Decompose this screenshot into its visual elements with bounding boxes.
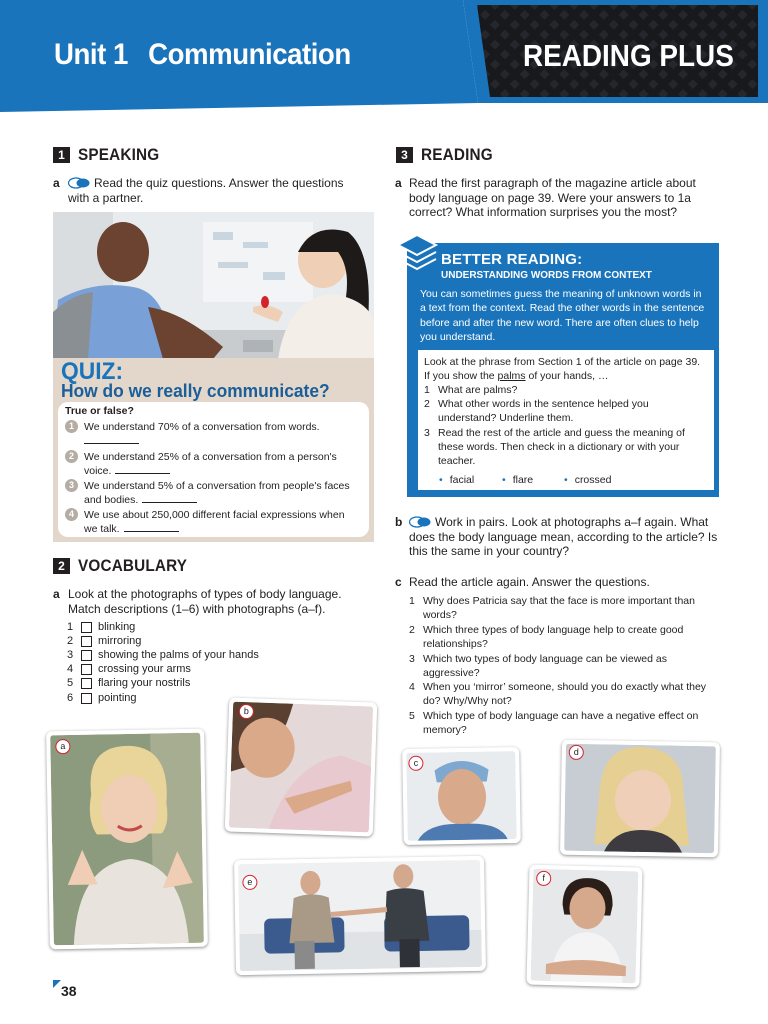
photo-e [234,856,486,975]
quiz-item-text: We understand 25% of a conversation from a person's voice. [84,451,337,477]
book-stack-icon [394,233,440,273]
section-number: 2 [53,558,70,574]
quiz-item-number: 4 [65,508,78,521]
task-item-text: Read the rest of the article and guess the meaning of these words. Then check in a dictionary or with your teacher. [438,427,685,468]
photo-a [46,729,208,950]
bullet-icon: • [439,474,443,486]
vocab-text: pointing [98,692,137,704]
word-option [564,474,611,486]
question-item [409,623,709,652]
task-item-number: 2 [424,398,430,410]
quiz-questions [58,402,369,537]
true-false-prompt: True or false? [65,405,134,417]
pair-work-icon [68,177,90,189]
photo-label-a: a [55,739,70,754]
quote-pre: If you show the [424,370,498,382]
question-text: Which three types of body language help to create good relationships? [423,624,684,651]
quiz-subtitle: How do we really communicate? [61,380,330,401]
question-text: Why does Patricia say that the face is more important than words? [423,595,695,622]
answer-checkbox[interactable] [81,636,92,647]
question-text: When you ‘mirror’ someone, should you do exactly what they do? Why/Why not? [423,681,707,708]
vocab-text: blinking [98,621,136,633]
quiz-item [65,508,355,536]
item-label: a [53,587,60,601]
speaking-a [53,176,368,205]
question-number: 1 [409,595,415,607]
vocab-item [67,691,137,705]
photo-e-image [238,860,482,971]
vocab-text: crossing your arms [98,663,191,675]
question-item [409,709,709,738]
question-text: Which type of body language can have a negative effect on memory? [423,710,699,737]
reading-heading [396,145,501,165]
quote-post: of your hands, … [525,370,609,382]
unit-title [54,38,351,72]
answer-checkbox[interactable] [81,650,92,661]
item-label: a [395,176,402,190]
word-option-text: crossed [574,474,612,486]
question-number: 5 [409,710,415,722]
section-title-reading: READING [421,145,493,164]
vocab-item [67,648,259,662]
page-corner-icon [53,980,61,988]
vocab-number: 6 [67,692,74,704]
reading-b-text: Work in pairs. Look at photographs a–f again. What does the body language mean, according to the article? Is this the same in your country? [409,515,718,558]
answer-blank[interactable] [115,464,170,474]
vocab-item [67,676,190,690]
reading-c-text: Read the article again. Answer the questions. [409,575,650,589]
section-number: 1 [53,147,70,163]
quiz-item-text: We understand 5% of a conversation from people's faces and bodies. [84,480,350,506]
speaking-a-text: Read the quiz questions. Answer the questions with a partner. [68,176,344,205]
task-intro: Look at the phrase from Section 1 of the article on page 39. [424,356,701,368]
vocab-number: 1 [67,621,74,633]
quiz-title: QUIZ: [61,358,124,385]
photo-label-b: b [239,704,255,720]
quiz-panel [53,358,374,542]
page-header [0,0,768,112]
photo-b [225,697,378,836]
quiz-item-number: 2 [65,450,78,463]
word-option-text: flare [512,474,534,486]
answer-blank[interactable] [142,493,197,503]
photo-a-image [50,733,204,946]
pair-work-icon [409,516,431,528]
photo-label-d: d [569,745,584,760]
question-item [409,652,699,681]
better-reading-title: BETTER READING: [441,251,583,268]
better-reading-task [418,350,714,490]
reading-b [395,515,721,559]
task-item [424,383,709,397]
answer-blank[interactable] [124,522,179,532]
photo-label-c: c [408,756,423,771]
answer-checkbox[interactable] [81,693,92,704]
bullet-icon: • [502,474,506,486]
word-option-text: facial [449,474,475,486]
section-number: 3 [396,147,413,163]
vocab-text: flaring your nostrils [98,677,191,689]
photo-f-image [531,869,639,984]
question-number: 2 [409,624,415,636]
quiz-item [65,420,355,448]
photo-label-e: e [242,875,257,890]
answer-checkbox[interactable] [81,622,92,633]
task-item-text: What other words in the sentence helped you understand? Underline them. [438,398,649,425]
question-item [409,680,719,709]
better-reading-subtitle: UNDERSTANDING WORDS FROM CONTEXT [441,270,652,281]
word-option [502,474,533,486]
quiz-item [65,479,355,507]
photo-d [560,740,720,858]
quiz-item-number: 3 [65,479,78,492]
reading-a-text: Read the first paragraph of the magazine article about body language on page 39. Were your answers to 1a correct? What information surprises you the most? [409,176,696,219]
section-title-speaking: SPEAKING [78,145,160,164]
vocabulary-heading [53,556,199,576]
section-title-vocabulary: VOCABULARY [78,556,188,575]
vocab-text: showing the palms of your hands [98,649,259,661]
vocab-item [67,662,191,676]
better-reading-text: You can sometimes guess the meaning of unknown words in a text from the context. Read the other words in the sentence before and after the new word. There are often clues to help you understand. [420,288,705,343]
photo-b-image [229,702,373,833]
conversation-photo [53,212,374,359]
quiz-item [65,450,355,478]
vocab-number: 3 [67,649,74,661]
unit-number: Unit 1 [54,38,128,71]
reading-a [395,176,721,220]
task-item [424,426,704,469]
word-option [439,474,474,486]
better-reading-panel [407,243,719,497]
question-text: Which two types of body language can be viewed as aggressive? [423,653,667,680]
answer-checkbox[interactable] [81,664,92,675]
quiz-item-text: We understand 70% of a conversation from words. [84,421,320,433]
reading-c [395,575,721,590]
question-item [409,594,714,623]
task-quote [424,369,714,383]
task-item-text: What are palms? [438,384,518,396]
vocabulary-a-text: Look at the photographs of types of body language. Match descriptions (1–6) with photographs (a–f). [68,587,342,616]
vocabulary-a [53,587,363,616]
quiz-item-text: We use about 250,000 different facial expressions when we talk. [84,509,345,535]
vocab-text: mirroring [98,635,142,647]
vocab-number: 2 [67,635,74,647]
quote-underlined-word: palms [497,370,526,382]
photo-c [402,747,521,845]
photo-label-f: f [536,871,551,886]
unit-topic: Communication [148,38,351,71]
photo-d-image [564,744,716,854]
vocab-item [67,634,141,648]
item-label: c [395,575,402,589]
section-title: READING PLUS [523,38,734,73]
question-number: 3 [409,653,415,665]
vocab-number: 4 [67,663,74,675]
vocab-item [67,620,135,634]
task-item [424,397,674,425]
vocab-number: 5 [67,677,74,689]
photo-f [526,865,642,988]
page-number: 38 [61,983,77,999]
bullet-icon: • [564,474,568,486]
item-label: b [395,515,403,529]
question-number: 4 [409,681,415,693]
task-item-number: 1 [424,384,430,396]
speaking-heading [53,145,168,165]
answer-checkbox[interactable] [81,678,92,689]
answer-blank[interactable] [84,434,139,444]
quiz-item-number: 1 [65,420,78,433]
task-item-number: 3 [424,427,430,439]
item-label: a [53,176,60,190]
